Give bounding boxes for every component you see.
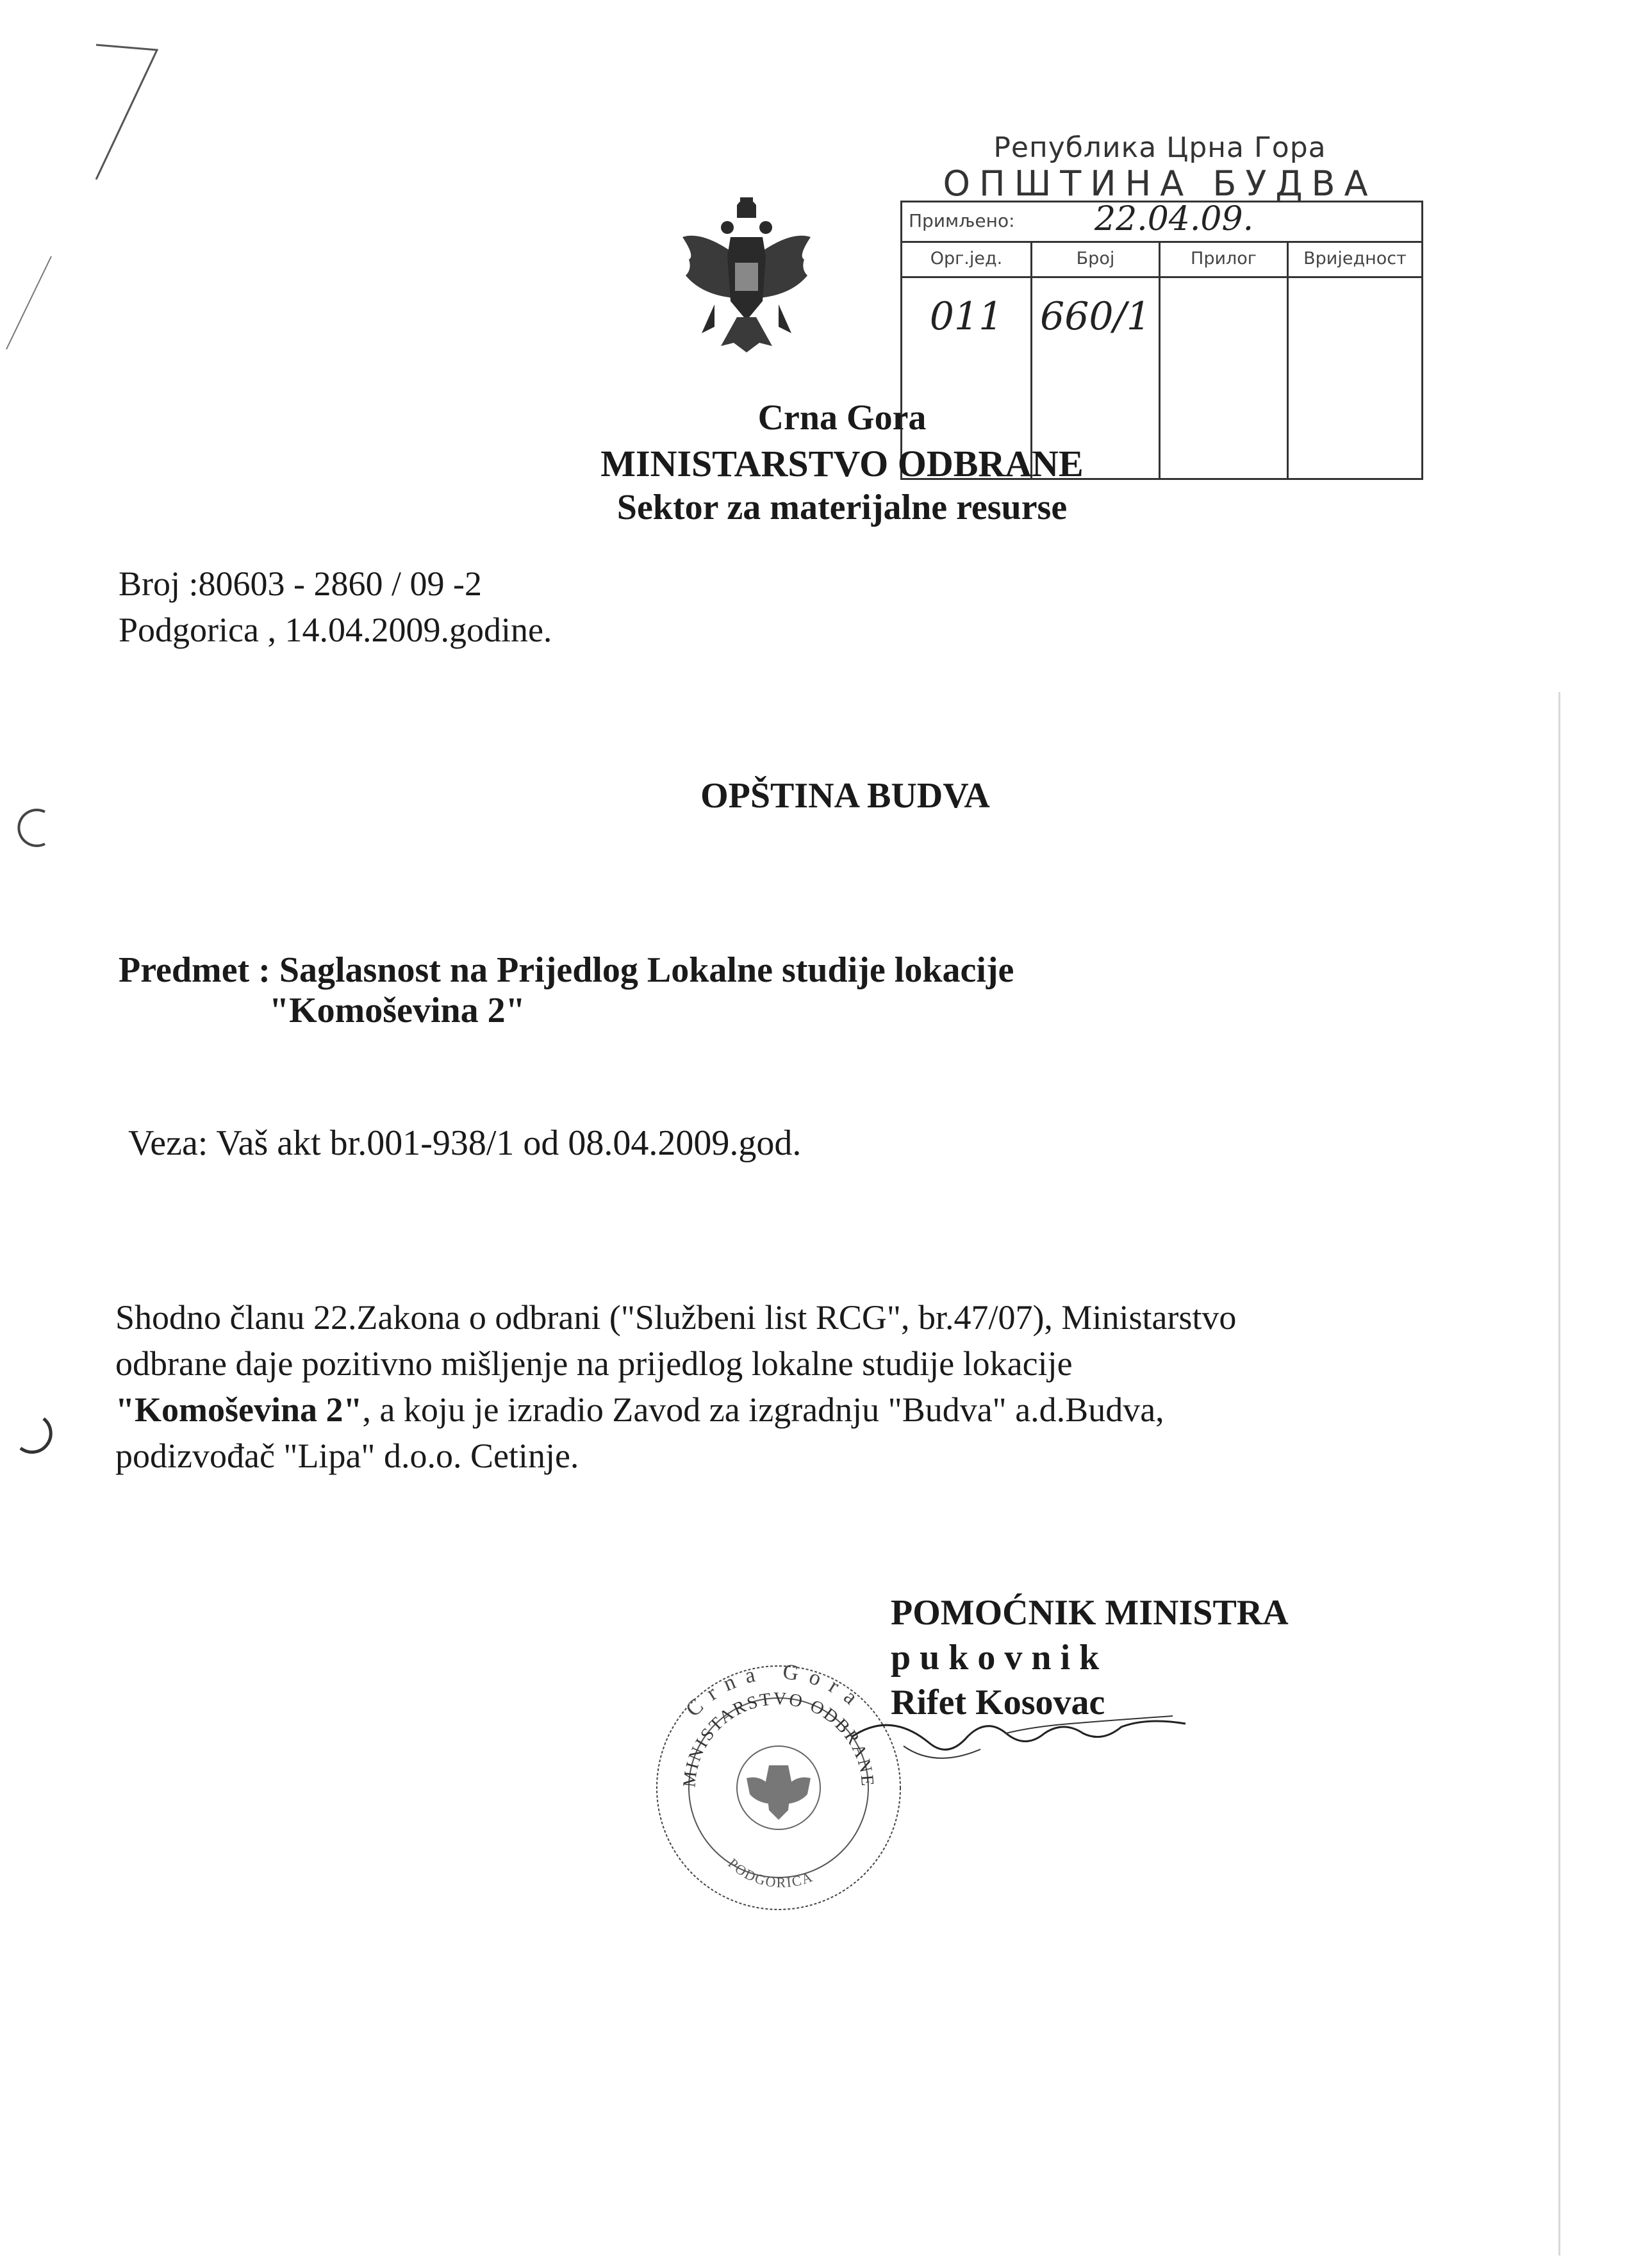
seal-ring-text: MINISTARSTVO ODBRANE xyxy=(679,1688,878,1789)
recipient: OPŠTINA BUDVA xyxy=(700,776,990,816)
reference-link: Veza: Vaš akt br.001-938/1 od 08.04.2009.god. xyxy=(128,1123,802,1163)
stamp-col-value: Вриједност xyxy=(1289,241,1421,278)
stamp-col-number: Број xyxy=(1032,241,1161,278)
body-line xyxy=(115,1387,1236,1433)
handwritten-signature xyxy=(839,1698,1198,1775)
stamp-received-label: Примљено: xyxy=(909,210,1015,231)
scan-corner-mark xyxy=(0,19,167,352)
stamp-val-number: 660/1 xyxy=(1032,278,1161,478)
body-line: Shodno članu 22.Zakona o odbrani ("Službeni list RCG", br.47/07), Ministarstvo xyxy=(115,1298,1237,1337)
subject-line: Predmet : Saglasnost na Prijedlog Lokalne studije lokacije xyxy=(119,950,1014,990)
seal-outer-text: Crna Gora xyxy=(681,1660,870,1722)
signatory-name: Rifet Kosovac xyxy=(891,1683,1105,1722)
stamp-val-org: 011 xyxy=(902,278,1032,478)
reference-number: Broj :80603 - 2860 / 09 -2 xyxy=(119,565,482,603)
coat-of-arms-icon xyxy=(676,192,817,359)
header-sector: Sektor za materijalne resurse xyxy=(616,488,1068,527)
stamp-received-date: 22.04.09. xyxy=(1094,200,1254,238)
signatory-rank: pukovnik xyxy=(891,1638,1109,1678)
body-paragraph xyxy=(115,1294,1236,1479)
subject-project-name: "Komoševina 2" xyxy=(269,991,525,1030)
stamp-received-row xyxy=(902,202,1421,243)
body-project-name: "Komoševina 2" xyxy=(115,1390,363,1429)
stamp-republic: Република Црна Гора xyxy=(993,131,1326,164)
scan-edge-line xyxy=(1558,692,1560,2256)
signatory-title: POMOĆNIK MINISTRA xyxy=(891,1593,1289,1633)
body-line: odbrane daje pozitivno mišljenje na prijedlog lokalne studije lokacije xyxy=(115,1344,1073,1383)
seal-city: PODGORICA xyxy=(725,1855,816,1891)
seal-emblem-icon xyxy=(747,1765,811,1820)
header-ministry: MINISTARSTVO ODBRANE xyxy=(600,443,1084,484)
header-country: Crna Gora xyxy=(757,398,927,438)
body-line-rest: , a koju je izradio Zavod za izgradnju "Budva" a.d.Budva, xyxy=(362,1390,1164,1429)
body-line: podizvođač "Lipa" d.o.o. Cetinje. xyxy=(115,1437,579,1475)
stamp-municipality: ОПШТИНА БУДВА xyxy=(943,163,1377,204)
stamp-col-attachment: Прилог xyxy=(1161,241,1289,278)
punch-hole-mark xyxy=(6,1410,58,1461)
reference-place-date: Podgorica , 14.04.2009.godine. xyxy=(119,611,552,649)
stamp-col-org: Орг.јед. xyxy=(902,241,1032,278)
